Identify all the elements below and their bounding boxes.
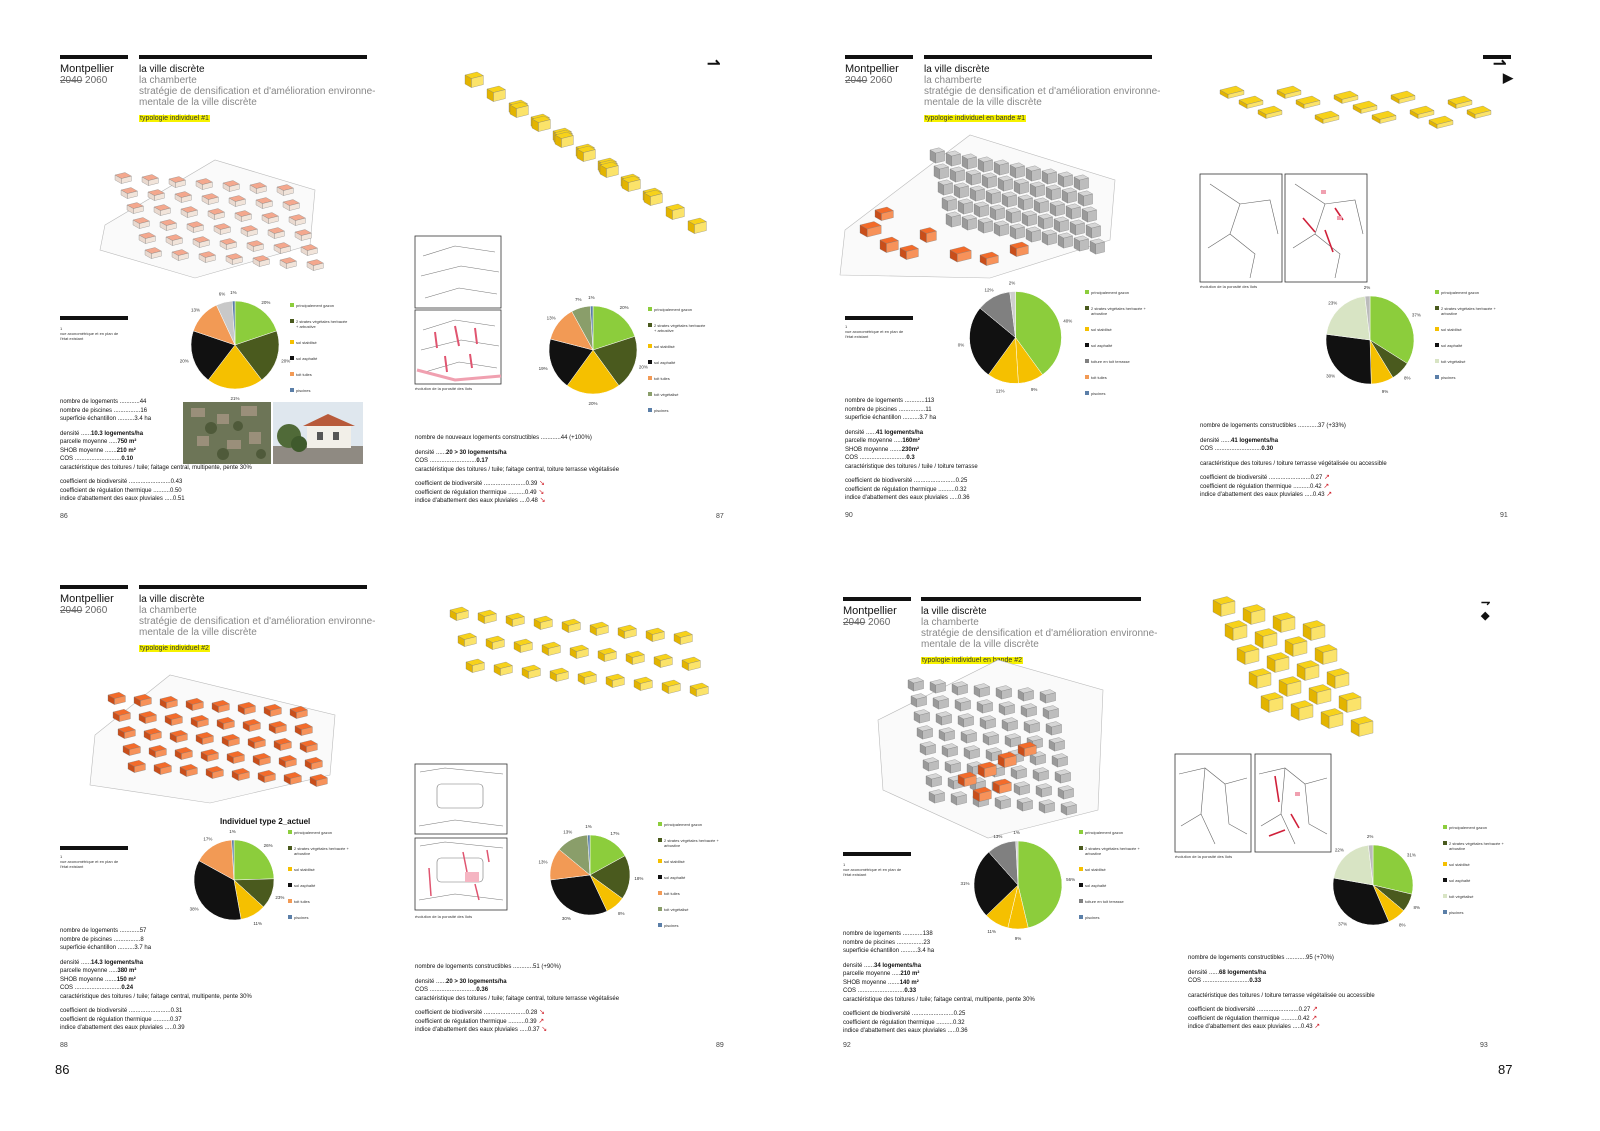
axonometry-proposed [1210,70,1510,160]
typology-tag: typologie individuel #1 [140,115,209,122]
caption: 1 vue axonométrique et en plan de l'état existant [60,326,119,341]
site-axonometry-existing [95,150,325,280]
stats-proposed: nombre de nouveaux logements constructibles ............44 (+100%) densité ......20 > 30 logements/ha COS ............................0.17 caractéristique des toitures / tuile; faitage central, toiture terrasse végétalisée coefficient de biodiversité .........................0.39 ↘ coefficient de régulation thermique ..........0.49 ↘ indice d'abattement des eaux pluviales ....0.48 ↘ [415,435,620,504]
page-number: 91 [1500,512,1508,519]
rule [845,316,913,320]
rule [60,846,128,850]
pie-label: 20% [588,401,598,406]
pie-legend: principalement gazon 2 strates végétales herbacée + arbustive sol stabilisé sol asphalté toit tuiles piscines [290,303,350,404]
pie-label: 18% [634,876,644,882]
pie-label: 13% [993,833,1003,839]
panel-individuel-2 [0,530,800,1070]
pie-chart-proposed [538,295,648,405]
pie-chart-existing [180,290,290,400]
panel-bande-1 [785,0,1600,540]
pie-label: 1% [1013,830,1020,836]
rule [139,585,367,589]
trend-down-icon: ↘ [538,1009,545,1016]
rule [843,852,911,856]
stats-existing: nombre de logements ............138 nombre de piscines ................23 superficie échantillon ..........3.4 ha densité ......34 logements/ha parcelle moyenne .....210 m² SHOB moyenne .......140 m² COS ............................0.33 caractéristique des toitures / tuile; faitage central, multipente, pente 30% coefficient de biodiversité .........................0.25 coefficient de régulation thermique ..........0.32 indice d'abattement des eaux pluviales .....0.36 [843,931,1035,1034]
book-page-number-left: 86 [55,1062,70,1077]
pie-legend: principalement gazon 2 strates végétales herbacée + arbustive sol stabilisé sol asphalté toit tuiles toit végétalisé piscines [648,307,708,424]
typology-tag: typologie individuel #2 [140,645,209,652]
plan-after [415,838,507,910]
pie-legend: principalement gazon 2 strates végétales herbacée + arbustive sol stabilisé sol asphalté toit tuiles piscines [288,830,350,931]
pie-label: 1% [230,290,237,296]
pie-label: 11% [987,929,997,935]
pie-label: 6% [218,291,226,297]
pie-label: 21% [230,396,240,401]
pie-label: 1% [229,829,236,835]
site-axonometry-existing [840,130,1120,280]
pie-label: 23% [1328,300,1338,306]
pie-legend: principalement gazon 2 strates végétales herbacée + arbustive sol stabilisé sol asphalté toit tuiles toit végétalisé piscines [658,822,720,939]
axonometry-proposed [455,60,695,230]
page-number: 89 [716,1042,724,1049]
pie-label: 8% [1403,375,1411,381]
panel-individuel-1 [0,0,800,540]
rule [843,597,911,601]
pie-label: 13% [191,307,201,313]
caption: 1 vue axonométrique et en plan de l'état existant [60,854,119,869]
pie-legend: principalement gazon 2 strates végétales herbacée + arbustive sol stabilisé sol asphalté toit végétalisé piscines [1443,825,1515,926]
pie-chart-proposed [538,824,644,925]
caption: évolution de la porosité des îlots [415,386,473,391]
pie-label: 26% [263,842,273,848]
rule [139,55,367,59]
rule [924,55,1152,59]
axonometry-proposed [1203,590,1413,740]
page-number: 88 [60,1042,68,1049]
pie-label: 2% [1008,280,1016,286]
pie-label: 20% [619,305,629,311]
pie-label: 37% [1338,921,1348,927]
typology-tag: typologie individuel en bande #1 [925,115,1026,122]
pie-label: 56% [1066,876,1076,882]
pie-label: 13% [563,829,573,835]
pie-label: 17% [203,836,213,842]
site-axonometry-existing [878,660,1108,840]
page-number: 93 [1480,1042,1488,1049]
page-number: 90 [845,512,853,519]
page-number: 92 [843,1042,851,1049]
pie-label: 8% [617,910,625,916]
plan-before [1200,174,1282,282]
pie-chart-existing [960,830,1076,941]
pie-label: 30% [1326,373,1336,379]
pie-label: 19% [538,365,548,371]
pie-label: 8% [1399,922,1406,928]
pie-label: 20% [281,358,291,364]
pie-label: 17% [610,830,620,836]
pie-label: 2% [1363,285,1371,291]
rule [845,55,913,59]
plan-before [1175,754,1251,852]
plan-after [1285,174,1367,282]
trend-up-icon: ↗ [1323,474,1330,481]
trend-down-icon: ↘ [541,1026,548,1033]
rule [60,585,128,589]
city-label: Montpellier 2040 2060 [845,63,899,86]
stats-proposed: nombre de logements constructibles ............51 (+90%) densité ......20 > 30 logements/ha COS ............................0.36 caractéristique des toitures / tuile; faitage central, toiture terrasse végétalisée coefficient de biodiversité .........................0.28 ↘ coefficient de régulation thermique ..........0.39 ↗ indice d'abattement des eaux pluviales .....0.37 ↘ [415,964,620,1033]
stats-existing: nombre de logements ............44 nombre de piscines ................16 superficie échantillon ..........3.4 ha densité ......10.3 logements/ha parcelle moyenne .....750 m² SHOB moyenne .......210 m² COS ............................0.10 caractéristique des toitures / tuile; faitage central, multipente, pente 30% coefficient de biodiversité .........................0.43 coefficient de régulation thermique ..........0.50 indice d'abattement des eaux pluviales .....0.51 [60,399,252,502]
pie-label: 9% [1014,936,1022,941]
trend-down-icon: ↘ [539,497,546,504]
pie-chart-proposed [1323,835,1423,935]
pie-label: 11% [995,388,1005,394]
page-number: 87 [716,513,724,520]
pie-chart-existing [184,830,284,930]
page-title: la ville discrète la chamberte stratégie de densification et d'amélioration environne- mentale de la ville discrète typologie individuel #2 [139,594,376,652]
rule [60,55,128,59]
site-axonometry-existing [90,675,340,805]
play-icon: ▶ [1503,70,1513,85]
pie-label: 22% [1334,847,1344,853]
plan-after [415,310,501,384]
pie-chart-proposed [1315,285,1425,395]
pie-label: 7% [574,297,582,303]
pie-label: 1% [585,824,592,830]
stats-proposed: nombre de logements constructibles ............95 (+70%) densité ......68 logements/ha COS ............................0.33 caractéristique des toitures / toiture terrasse végétalisée ou accessible coefficient de biodiversité .........................0.27 ↗ coefficient de régulation thermique ..........0.42 ↗ indice d'abattement des eaux pluviales .....0.43 ↗ [1188,955,1375,1030]
caption: évolution de la porosité des îlots [1175,854,1233,859]
pie-label: 1% [588,295,595,301]
plan-before [415,236,501,308]
axonometry-proposed [430,590,730,720]
trend-up-icon: ↗ [1314,1023,1321,1030]
pie-label: 9% [1030,387,1038,393]
typology-tag: typologie individuel en bande #2 [922,657,1023,664]
rule [60,316,128,320]
pie-legend: principalement gazon 2 strates végétales herbacée + arbustive sol stabilisé sol asphalté toiture en toit terrasse toit tuiles piscines [1085,290,1155,407]
trend-down-icon: ↘ [538,480,545,487]
book-page-number-right: 87 [1498,1062,1513,1077]
pie-label: 31% [1406,852,1416,858]
page-number: 86 [60,513,68,520]
plan-before [415,764,507,834]
pie-label: 0% [957,342,965,348]
trend-up-icon: ↗ [1311,1014,1318,1022]
pie-label: 20% [638,364,648,370]
pie-label: 31% [960,880,970,886]
stats-existing: nombre de logements ............57 nombre de piscines ................8 superficie échantillon ..........3.7 ha densité ......14.3 logements/ha parcelle moyenne .....380 m² SHOB moyenne .......150 m² COS ............................0.24 caractéristique des toitures / tuile; faitage central, multipente, pente 30% coefficient de biodiversité .........................0.31 coefficient de régulation thermique ..........0.37 indice d'abattement des eaux pluviales .....0.39 [60,928,252,1031]
pie-label: 9% [1381,388,1389,394]
pie-label: 37% [1411,312,1421,318]
pie-legend: principalement gazon 2 strates végétales herbacée + arbustive sol stabilisé sol asphalté toiture en toit terrasse piscines [1079,830,1151,931]
trend-up-icon: ↗ [538,1017,545,1025]
pie-title: Individuel type 2_actuel [220,817,311,826]
pie-label: 2% [1366,834,1374,840]
trend-up-icon: ↗ [1323,482,1330,490]
city-label: Montpellier 2040 2060 [843,605,897,628]
pie-label: 23% [275,895,285,901]
trend-down-icon: ↘ [538,488,545,496]
city-label: Montpellier 2040 2060 [60,63,114,86]
trend-up-icon: ↗ [1311,1006,1318,1013]
pie-legend: principalement gazon 2 strates végétales herbacée + arbustive sol stabilisé sol asphalté toit végétalisé piscines [1435,290,1505,391]
caption: 1 vue axonométrique et en plan de l'état existant [843,862,902,877]
trend-up-icon: ↗ [1326,491,1333,498]
pie-label: 30% [561,915,571,921]
pie-chart-existing [958,280,1073,395]
arrow-icon: ⇁ ◆ [1481,597,1491,622]
pie-label: 20% [179,358,189,364]
stats-proposed: nombre de logements constructibles ............37 (+33%) densité ......41 logements/ha COS ............................0.30 caractéristique des toitures / toiture terrasse végétalisée ou accessible coefficient de biodiversité .........................0.27 ↗ coefficient de régulation thermique ..........0.42 ↗ indice d'abattement des eaux pluviales .....0.43 ↗ [1200,423,1387,498]
pie-label: 13% [538,859,548,865]
page-title: la ville discrète la chamberte stratégie de densification et d'amélioration environne- mentale de la ville discrète typologie individuel #1 [139,64,376,122]
arrow-icon: ⇀ [1493,56,1507,73]
stats-existing: nombre de logements ............113 nombre de piscines ................11 superficie échantillon ..........3.7 ha densité ......41 logements/ha parcelle moyenne .....160m² SHOB moyenne .......230m² COS ............................0.3 caractéristique des toitures / tuile / toiture terrasse coefficient de biodiversité .........................0.25 coefficient de régulation thermique ..........0.32 indice d'abattement des eaux pluviales .....0.36 [845,398,978,501]
city-label: Montpellier 2040 2060 [60,593,114,616]
rule [921,597,1141,601]
pie-label: 12% [984,287,994,293]
caption: évolution de la porosité des îlots [1200,284,1258,289]
arrow-icon: ⇀ [707,56,721,73]
pie-label: 38% [189,906,199,912]
caption: évolution de la porosité des îlots [415,914,473,919]
page-title: la ville discrète la chamberte stratégie de densification et d'amélioration environne- mentale de la ville discrète typologie individuel en bande #2 [921,606,1158,664]
pie-label: 20% [261,299,271,305]
pie-label: 40% [1063,318,1073,324]
plan-after [1255,754,1331,852]
panel-bande-2 [783,530,1600,1070]
pie-label: 11% [253,920,263,926]
caption: 1 vue axonométrique et en plan de l'état existant [845,324,904,339]
pie-label: 13% [546,315,556,321]
page-title: la ville discrète la chamberte stratégie de densification et d'amélioration environne- mentale de la ville discrète typologie individuel en bande #1 [924,64,1161,122]
pie-label: 8% [1413,904,1421,910]
